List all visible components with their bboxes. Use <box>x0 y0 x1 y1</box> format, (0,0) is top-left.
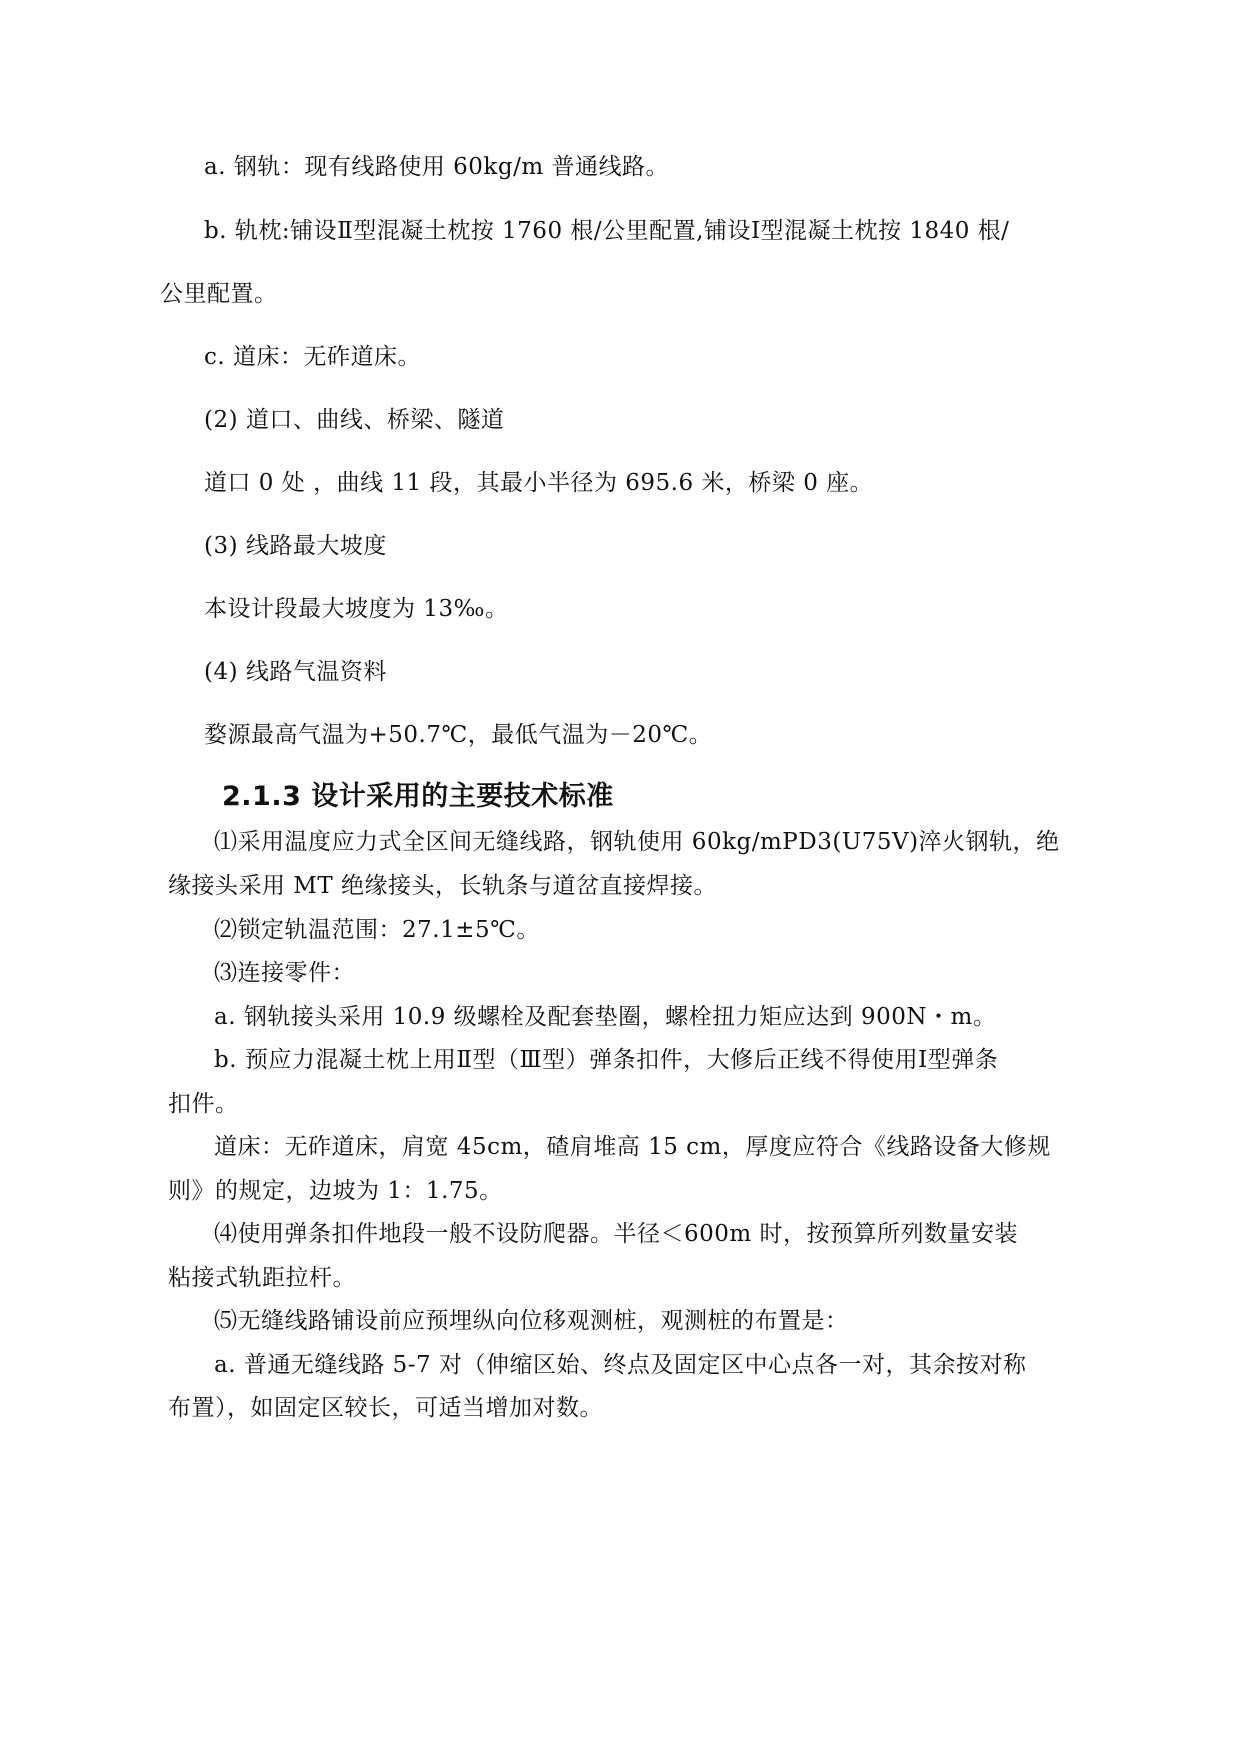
standard-5a-line1: a. 普通无缝线路 5-7 对（伸缩区始、终点及固定区中心点各一对，其余按对称 <box>214 1352 1027 1378</box>
standard-1-line2: 缘接头采用 MT 绝缘接头，长轨条与道岔直接焊接。 <box>168 873 718 899</box>
item2-title: (2) 道口、曲线、桥梁、隧道 <box>204 407 505 433</box>
ballast-paragraph: c. 道床：无砟道床。 <box>204 344 422 370</box>
standard-5a-line2: 布置），如固定区较长，可适当增加对数。 <box>168 1395 603 1421</box>
ballast-standard-line2: 则》的规定，边坡为 1：1.75。 <box>168 1178 503 1204</box>
ballast-standard-line1: 道床：无砟道床，肩宽 45cm，碴肩堆高 15 cm，厚度应符合《线路设备大修规 <box>214 1134 1051 1160</box>
sleeper-paragraph-line1: b. 轨枕:铺设Ⅱ型混凝土枕按 1760 根/公里配置,铺设Ⅰ型混凝土枕按 1840 根/ <box>204 218 1010 244</box>
standard-3: ⑶连接零件： <box>214 960 355 986</box>
sleeper-paragraph-line2: 公里配置。 <box>160 281 278 307</box>
item3-text: 本设计段最大坡度为 13‰。 <box>204 596 509 622</box>
standard-3b-line2: 扣件。 <box>168 1091 239 1117</box>
standard-2: ⑵锁定轨温范围：27.1±5℃。 <box>214 917 540 943</box>
standard-5: ⑸无缝线路铺设前应预埋纵向位移观测桩，观测桩的布置是： <box>214 1308 849 1334</box>
item4-title: (4) 线路气温资料 <box>204 659 387 685</box>
item3-title: (3) 线路最大坡度 <box>204 533 387 559</box>
standard-3a: a. 钢轨接头采用 10.9 级螺栓及配套垫圈，螺栓扭力矩应达到 900N・m。 <box>214 1004 997 1030</box>
standard-1-line1: ⑴采用温度应力式全区间无缝线路，钢轨使用 60kg/mPD3(U75V)淬火钢轨，绝 <box>214 829 1060 855</box>
item2-text: 道口 0 处 ，曲线 11 段，其最小半径为 695.6 米，桥梁 0 座。 <box>204 470 874 496</box>
section-heading: 2.1.3 设计采用的主要技术标准 <box>222 781 614 812</box>
rail-paragraph: a. 钢轨：现有线路使用 60kg/m 普通线路。 <box>204 154 669 180</box>
standard-4-line1: ⑷使用弹条扣件地段一般不设防爬器。半径＜600m 时，按预算所列数量安装 <box>214 1221 1019 1247</box>
standard-3b-line1: b. 预应力混凝土枕上用Ⅱ型（Ⅲ型）弹条扣件，大修后正线不得使用Ⅰ型弹条 <box>214 1047 999 1073</box>
item4-text: 婺源最高气温为+50.7℃，最低气温为－20℃。 <box>204 722 713 748</box>
standard-4-line2: 粘接式轨距拉杆。 <box>168 1265 356 1291</box>
